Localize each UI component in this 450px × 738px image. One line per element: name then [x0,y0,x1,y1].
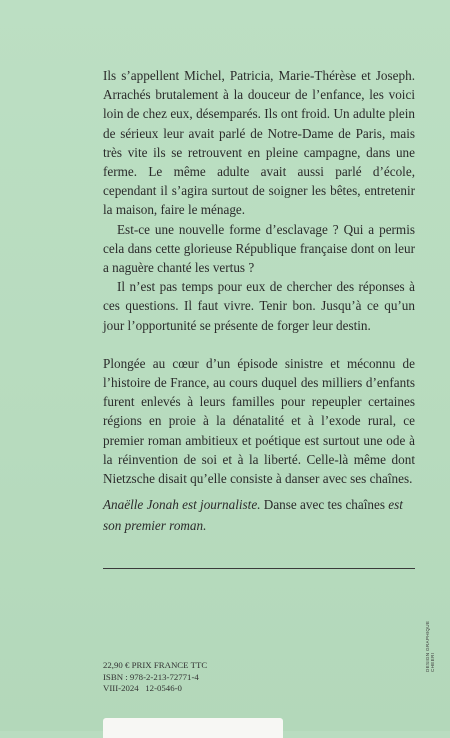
author-note-part2: est son premier roman. [103,497,403,533]
price: 22,90 € PRIX FRANCE TTC [103,660,208,670]
design-credit-line1: DESIGN GRAPHIQUE [425,620,430,672]
isbn: ISBN : 978-2-213-72771-4 [103,671,199,682]
paragraph-gap [103,335,415,354]
book-title: Danse avec tes chaînes [263,497,385,512]
synopsis-paragraph-2: Est-ce une nouvelle forme d’esclavage ? Qui a permis cela dans cette glorieuse République française dont on leur a naguère chanté les vertus ? [103,221,415,276]
synopsis-paragraph-3: Il n’est pas temps pour eux de chercher des réponses à ces questions. Il faut vivre. Tenir bon. Jusqu’à ce qu’un jour l’opportunité se présente de forger leur destin. [103,279,415,333]
synopsis-paragraph-1: Ils s’appellent Michel, Patricia, Marie-Thérèse et Joseph. Arrachés brutalement à la douceur de l’enfance, les voici loin de chez eux, désemparés. Ils ont froid. Un adulte plein de sérieux leur avait parlé de Notre-Dame de Paris, mais très vite ils se retrouvent en pleine campagne, dans une ferme. Le même adulte avait aussi parlé d’école, cependant il s’agira surtout de soigner les bêtes, entretenir la maison, faire le ménage. [103,68,415,218]
print-codes [103,683,243,695]
date-code: VIII-2024 [103,683,139,693]
barcode-area [103,718,283,738]
author-note [103,494,415,536]
imprint [103,660,243,695]
synopsis [103,66,415,488]
author-note-part1: Anaëlle Jonah est journaliste. [103,497,261,512]
design-credit [425,612,435,672]
synopsis-paragraph-4: Plongée au cœur d’un épisode sinistre et méconnu de l’histoire de France, au cours duquel des milliers d’enfants furent enlevés à leurs familles pour repeupler certaines régions en proie à la dénatalité et à l’exode rural, ce premier roman ambitieux et poétique est surtout une ode à la réinvention de soi et à la liberté. Celle-là même dont Nietzsche disait qu’elle consiste à danser avec ses chaînes. [103,355,415,487]
divider-rule [103,568,415,569]
edition-code: 12-0546-0 [145,683,182,693]
design-credit-line2: CHEERI [430,652,435,672]
